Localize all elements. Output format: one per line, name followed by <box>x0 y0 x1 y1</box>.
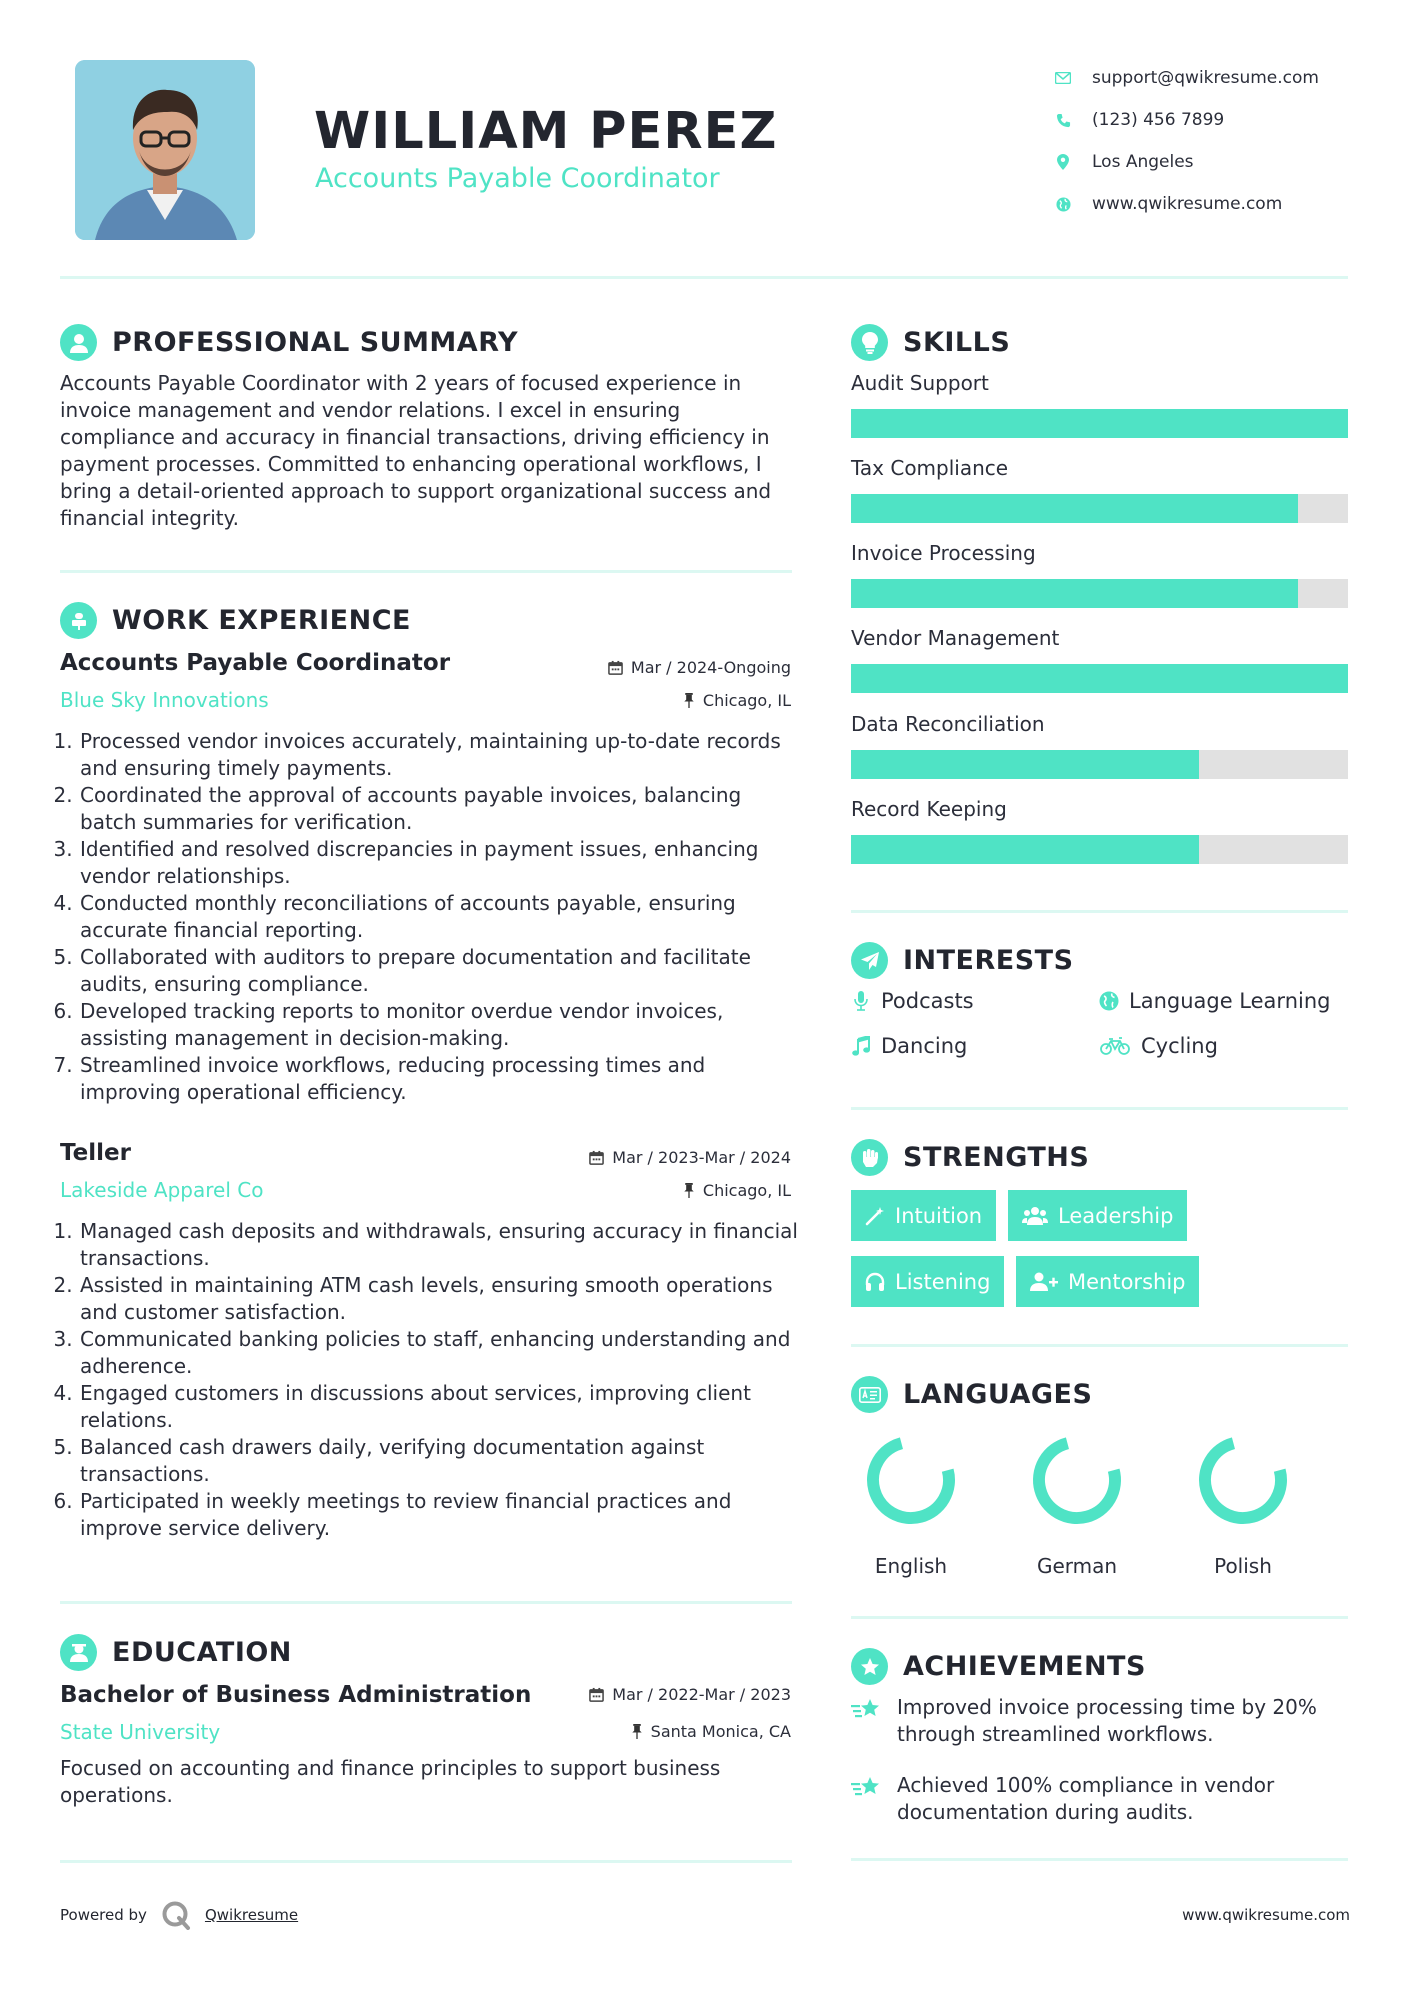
language-ring-arc <box>1030 1433 1123 1526</box>
headphones-icon <box>865 1272 885 1292</box>
skills-heading <box>851 324 1010 361</box>
strength-label: Leadership <box>1058 1203 1174 1228</box>
work-title: WORK EXPERIENCE <box>112 605 411 636</box>
contact-email-text: support@qwikresume.com <box>1092 68 1319 88</box>
skill-bar <box>851 664 1348 693</box>
skill-fill <box>851 494 1298 523</box>
list-item: 7. Streamlined invoice workflows, reducing processing times and improving operational efficiency. <box>79 1052 800 1106</box>
job-1-location-text: Chicago, IL <box>702 691 791 710</box>
globe-icon <box>1099 990 1119 1012</box>
skill-label: Data Reconciliation <box>851 712 1045 736</box>
skill-bar <box>851 409 1348 438</box>
skill-fill <box>851 409 1348 438</box>
skill-bar <box>851 579 1348 608</box>
contact-list <box>1054 57 1354 225</box>
list-item: 1. Managed cash deposits and withdrawals, ensuring accuracy in financial transactions. <box>79 1218 800 1272</box>
language-item <box>1022 1430 1132 1578</box>
skill-fill <box>851 579 1298 608</box>
strengths-title: STRENGTHS <box>903 1142 1090 1173</box>
interests-heading <box>851 942 1074 979</box>
skill-fill <box>851 664 1348 693</box>
summary-text: Accounts Payable Coordinator with 2 years of focused experience in invoice management and vendor relations. I excel in ensuring compliance and accuracy in financial transactions, driving efficiency in payment processes. Committed to enhancing operational workflows, I bring a detail-oriented approach to support organizational success and financial integrity. <box>60 371 772 530</box>
achievement-item <box>851 1694 1348 1748</box>
job-2-company: Lakeside Apparel Co <box>60 1178 264 1202</box>
interest-item <box>1099 989 1330 1013</box>
calendar-icon <box>608 660 623 675</box>
qwikresume-logo-icon <box>161 1900 191 1930</box>
contact-location-text: Los Angeles <box>1092 152 1194 172</box>
language-ring <box>1193 1430 1293 1530</box>
job-1-dates-text: Mar / 2024-Ongoing <box>630 658 791 677</box>
language-ring <box>861 1430 961 1530</box>
list-item: 4. Engaged customers in discussions about services, improving client relations. <box>79 1380 800 1434</box>
music-note-icon <box>851 1035 871 1057</box>
list-item: 4. Conducted monthly reconciliations of accounts payable, ensuring accurate financial reporting. <box>79 890 800 944</box>
language-card-icon <box>851 1376 888 1413</box>
skill-bar <box>851 835 1348 864</box>
skill-label: Invoice Processing <box>851 541 1036 565</box>
contact-website[interactable] <box>1054 183 1354 225</box>
location-pin-icon <box>1054 153 1072 171</box>
achievements-title: ACHIEVEMENTS <box>903 1651 1146 1682</box>
education-description: Focused on accounting and finance principles to support business operations. <box>60 1756 721 1807</box>
language-item <box>1188 1430 1298 1578</box>
footer-powered-by <box>60 1900 298 1930</box>
interest-label: Cycling <box>1141 1034 1218 1058</box>
interest-item <box>851 989 974 1013</box>
language-name: English <box>874 1554 948 1578</box>
list-item: 3. Communicated banking policies to staff, enhancing understanding and adherence. <box>79 1326 800 1380</box>
summary-heading <box>60 324 518 361</box>
phone-icon <box>1054 111 1072 129</box>
bicycle-icon <box>1099 1035 1131 1057</box>
interests-title: INTERESTS <box>903 945 1074 976</box>
list-item: 3. Identified and resolved discrepancies in payment issues, enhancing vendor relationships. <box>79 836 800 890</box>
strength-label: Intuition <box>895 1203 983 1228</box>
achievement-text: Improved invoice processing time by 20% through streamlined workflows. <box>897 1695 1317 1746</box>
job-1-location <box>683 691 791 710</box>
language-name: German <box>1036 1554 1118 1578</box>
strength-label: Mentorship <box>1068 1269 1186 1294</box>
interest-label: Language Learning <box>1129 989 1331 1013</box>
job-2-location-text: Chicago, IL <box>702 1181 791 1200</box>
magic-wand-icon <box>865 1206 885 1226</box>
job-2-title: Teller <box>60 1140 131 1166</box>
pushpin-icon <box>631 1724 643 1739</box>
contact-email[interactable] <box>1054 57 1354 99</box>
candidate-name: WILLIAM PEREZ <box>314 102 778 161</box>
languages-divider <box>851 1616 1348 1619</box>
strength-chip <box>1008 1190 1187 1241</box>
contact-phone[interactable] <box>1054 99 1354 141</box>
list-item: 6. Developed tracking reports to monitor overdue vendor invoices, assisting management in decision-making. <box>79 998 800 1052</box>
achievement-item <box>851 1772 1348 1826</box>
strengths-heading <box>851 1139 1089 1176</box>
candidate-title: Accounts Payable Coordinator <box>315 163 720 194</box>
language-name: Polish <box>1214 1554 1272 1578</box>
fist-icon <box>851 1139 888 1176</box>
users-icon <box>1022 1206 1048 1226</box>
interest-label: Dancing <box>881 1034 968 1058</box>
shooting-star-icon <box>851 1772 885 1826</box>
contact-phone-text: (123) 456 7899 <box>1092 110 1225 130</box>
language-ring-arc <box>864 1433 957 1526</box>
contact-location <box>1054 141 1354 183</box>
job-2-location <box>683 1181 791 1200</box>
skill-bar <box>851 494 1348 523</box>
achievements-divider <box>851 1858 1348 1861</box>
star-badge-icon <box>851 1648 888 1685</box>
education-dates-text: Mar / 2022-Mar / 2023 <box>612 1685 791 1704</box>
skill-label: Vendor Management <box>851 626 1060 650</box>
job-1-title: Accounts Payable Coordinator <box>60 650 451 676</box>
user-icon <box>60 324 97 361</box>
shooting-star-icon <box>851 1694 885 1748</box>
work-heading <box>60 602 411 639</box>
footer-website[interactable]: www.qwikresume.com <box>1182 1906 1350 1924</box>
languages-title: LANGUAGES <box>903 1379 1093 1410</box>
interests-divider <box>851 1107 1348 1110</box>
education-location-text: Santa Monica, CA <box>650 1722 791 1741</box>
qwikresume-link[interactable]: Qwikresume <box>204 1906 299 1924</box>
strength-chip <box>851 1256 1004 1307</box>
graduate-icon <box>60 1634 97 1671</box>
skills-divider <box>851 910 1348 913</box>
skill-label: Tax Compliance <box>851 456 1009 480</box>
list-item: 2. Coordinated the approval of accounts payable invoices, balancing batch summaries for verification. <box>79 782 800 836</box>
education-degree: Bachelor of Business Administration <box>60 1682 532 1708</box>
skill-label: Audit Support <box>851 371 989 395</box>
achievement-text: Achieved 100% compliance in vendor documentation during audits. <box>897 1773 1275 1824</box>
language-ring-arc <box>1196 1433 1289 1526</box>
skill-label: Record Keeping <box>851 797 1007 821</box>
lightbulb-icon <box>851 324 888 361</box>
header-divider <box>60 276 1348 279</box>
language-item <box>856 1430 966 1578</box>
summary-divider <box>60 570 792 573</box>
strengths-divider <box>851 1344 1348 1347</box>
job-2-bullets <box>60 1218 800 1542</box>
paper-plane-icon <box>851 942 888 979</box>
job-1-bullets <box>60 728 800 1106</box>
list-item: 1. Processed vendor invoices accurately, maintaining up-to-date records and ensuring timely payments. <box>79 728 800 782</box>
profile-photo <box>75 60 255 240</box>
globe-icon <box>1054 195 1072 213</box>
list-item: 5. Collaborated with auditors to prepare documentation and facilitate audits, ensuring compliance. <box>79 944 800 998</box>
skill-bar <box>851 750 1348 779</box>
microphone-icon <box>851 990 871 1012</box>
job-2-dates-text: Mar / 2023-Mar / 2024 <box>612 1148 791 1167</box>
email-icon <box>1054 69 1072 87</box>
list-item: 5. Balanced cash drawers daily, verifying documentation against transactions. <box>79 1434 800 1488</box>
summary-title: PROFESSIONAL SUMMARY <box>112 327 519 358</box>
briefcase-icon <box>60 602 97 639</box>
achievements-heading <box>851 1648 1146 1685</box>
strength-chip <box>1016 1256 1199 1307</box>
powered-by-text: Powered by <box>60 1906 147 1924</box>
education-dates <box>589 1685 791 1704</box>
job-2-dates <box>589 1148 791 1167</box>
list-item: 2. Assisted in maintaining ATM cash levels, ensuring smooth operations and customer satisfaction. <box>79 1272 800 1326</box>
job-1-company: Blue Sky Innovations <box>60 688 269 712</box>
strength-label: Listening <box>895 1269 991 1294</box>
interest-item <box>851 1034 967 1058</box>
calendar-icon <box>589 1687 604 1702</box>
list-item: 6. Participated in weekly meetings to review financial practices and improve service delivery. <box>79 1488 800 1542</box>
education-school: State University <box>60 1720 221 1744</box>
pushpin-icon <box>683 693 695 708</box>
education-title: EDUCATION <box>112 1637 292 1668</box>
language-ring <box>1027 1430 1127 1530</box>
education-divider <box>60 1860 792 1863</box>
pushpin-icon <box>683 1183 695 1198</box>
interest-label: Podcasts <box>881 989 974 1013</box>
calendar-icon <box>589 1150 604 1165</box>
interest-item <box>1099 1034 1218 1058</box>
strength-chip <box>851 1190 996 1241</box>
education-location <box>631 1722 791 1741</box>
education-heading <box>60 1634 292 1671</box>
skill-fill <box>851 750 1199 779</box>
skills-title: SKILLS <box>903 327 1011 358</box>
languages-heading <box>851 1376 1092 1413</box>
job-1-dates <box>608 658 791 677</box>
contact-website-text: www.qwikresume.com <box>1092 194 1283 214</box>
skill-fill <box>851 835 1199 864</box>
user-plus-icon <box>1030 1272 1058 1292</box>
work-divider <box>60 1601 792 1604</box>
